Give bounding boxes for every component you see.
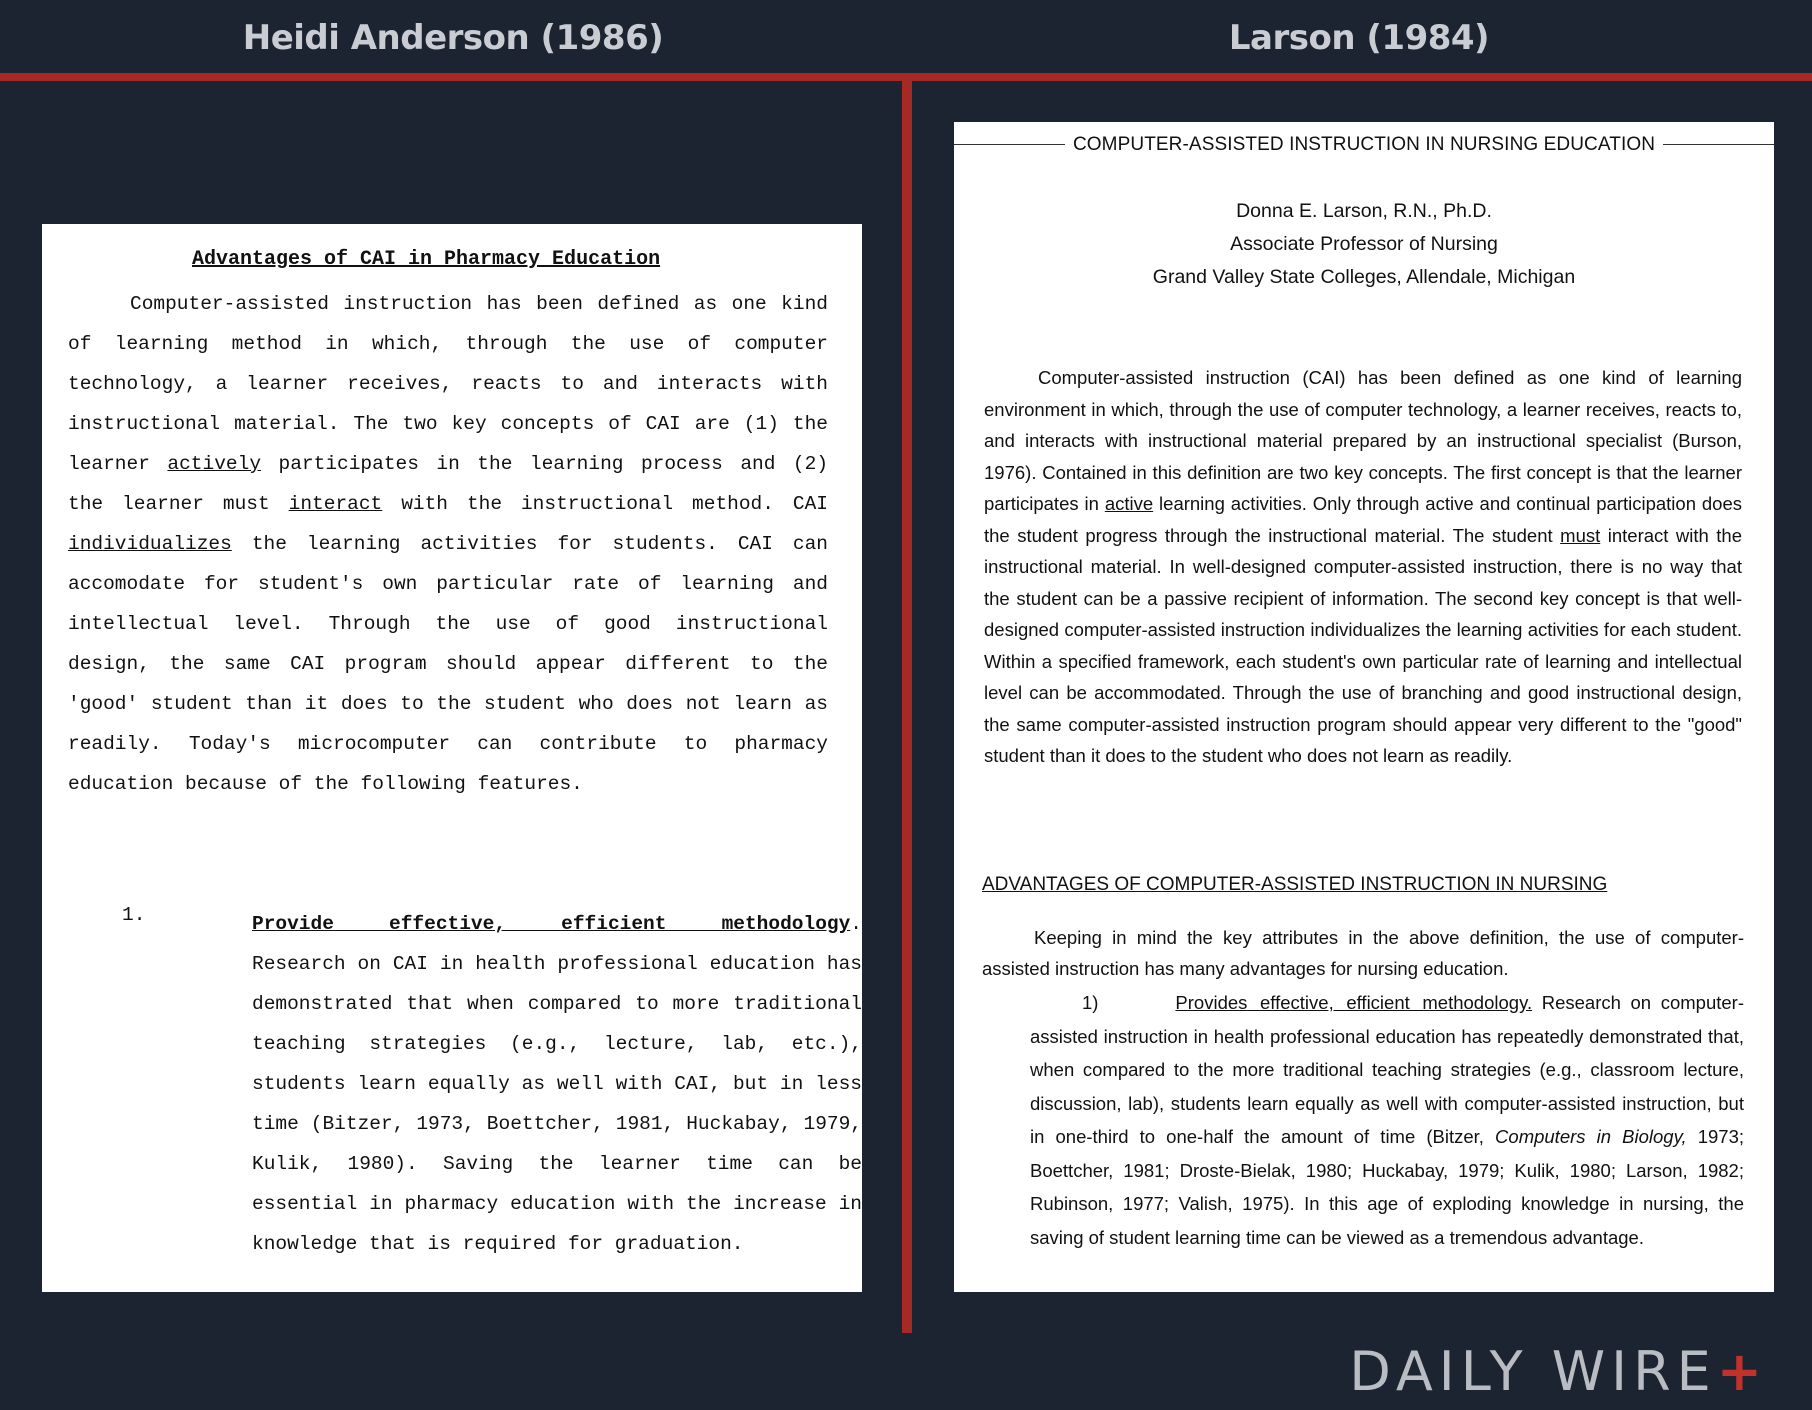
document-paragraph: Keeping in mind the key attributes in the above definition, the use of computer-assisted instruction has many advantages for nursing education. (982, 927, 1744, 979)
paragraph-text: learning activities. Only through active and continual participation does the student progress through the instructional material. The student (984, 493, 1743, 546)
paragraph-text: with the instructional method. CAI (401, 493, 828, 515)
author-name: Donna E. Larson, R.N., Ph.D. (1236, 200, 1492, 222)
document-paragraph (984, 362, 1742, 772)
right-header-title: Larson (1984) (1228, 17, 1490, 58)
underlined-word: active (1104, 493, 1154, 514)
horizontal-divider (0, 73, 1812, 81)
list-item-body: . Research on CAI in health professional education has demonstrated that when compared to more traditional teaching strategies (e.g., lecture, lab, etc.), students learn equally as well with CAI, but in less time (Bitzer, 1973, Boettcher, 1981, Huckabay, 1979, Kulik, 1980). Saving the learner time can be essential in pharmacy education with the increase in knowledge that is required for graduation. (252, 913, 862, 1255)
author-position: Associate Professor of Nursing (1230, 233, 1498, 255)
paragraph-text: the learning activities for students. CAI can accomodate for student's own particular rate of learning and intellectual level. Through the use of good instructional design, the same CAI program should appear different to the 'good' student than it does to the student who does not learn as readily. Today's microcomputer can contribute to pharmacy education because of the following features. (68, 533, 829, 795)
italic-citation: Computers in Biology, (1495, 1126, 1687, 1147)
list-item-text (252, 904, 862, 1264)
brand-plus: + (1716, 1340, 1768, 1403)
daily-wire-logo (1349, 1340, 1768, 1403)
left-header-title: Heidi Anderson (1986) (242, 17, 664, 58)
list-item-lead: Provides effective, efficient methodology. (1175, 992, 1533, 1013)
list-item-body: Research on computer-assisted instruction in health professional education has repeatedly demonstrated that, when compared to the more traditional teaching strategies (e.g., classroom lecture, discussion, lab), students learn equally as well with computer-assisted instruction, but in one-third to one-half the amount of time (Bitzer, (1030, 992, 1744, 1147)
paragraph-text: Computer-assisted instruction has been defined as one kind of learning method in which, through the use of computer technology, a learner receives, reacts to and interacts with instructional material. The two key concepts of CAI are (1) the learner (68, 293, 828, 475)
underlined-word: actively (167, 453, 262, 475)
list-item-body: 1973; Boettcher, 1981; Droste-Bielak, 1980; Huckabay, 1979; Kulik, 1980; Larson, 1982; Rubinson, 1977; Valish, 1975). In this age of exploding knowledge in nursing, the saving of student learning time can be viewed as a tremendous advantage. (1030, 1126, 1744, 1248)
author-institution: Grand Valley State Colleges, Allendale, Michigan (1152, 266, 1576, 288)
anderson-document (42, 224, 862, 1292)
underlined-word: individualizes (68, 533, 232, 555)
underlined-word: interact (288, 493, 383, 515)
list-item-lead: Provide effective, efficient methodology (252, 913, 851, 935)
document-paragraph (68, 284, 828, 804)
document-title: Advantages of CAI in Pharmacy Education (192, 248, 661, 271)
larson-document (954, 122, 1774, 1292)
heading-text: COMPUTER-ASSISTED INSTRUCTION IN NURSING EDUCATION (1065, 134, 1663, 155)
paragraph-text: Computer-assisted instruction (CAI) has been defined as one kind of learning environment in which, through the use of computer technology, a learner receives, reacts to, and interacts with instructional material prepared by an instructional specialist (Burson, 1976). Contained in this definition are two key concepts. The first concept is that the learner participates in (984, 367, 1742, 514)
paragraph-text: participates in the learning process and (2) the learner must (68, 453, 829, 515)
paragraph-text: interact with the instructional material. In well-designed computer-assisted instruction, there is no way that the student can be a passive recipient of information. The second key concept is that well-designed computer-assisted instruction individualizes the learning activities for each student. Within a specified framework, each student's own particular rate of learning and intellectual level can be accommodated. Through the use of branching and good instructional design, the same computer-assisted instruction program should appear very different to the "good" student than it does to the student who does not learn as readily. (984, 524, 1743, 766)
vertical-divider (902, 81, 912, 1333)
section-subheading: ADVANTAGES OF COMPUTER-ASSISTED INSTRUCTION IN NURSING (982, 874, 1608, 895)
document-heading (954, 134, 1774, 156)
brand-text: DAILY WIRE (1349, 1340, 1717, 1403)
list-item-text (1030, 986, 1744, 1254)
underlined-word: must (1560, 524, 1601, 546)
list-item-number: 1. (122, 904, 146, 926)
list-item-number: 1) (1082, 992, 1099, 1013)
